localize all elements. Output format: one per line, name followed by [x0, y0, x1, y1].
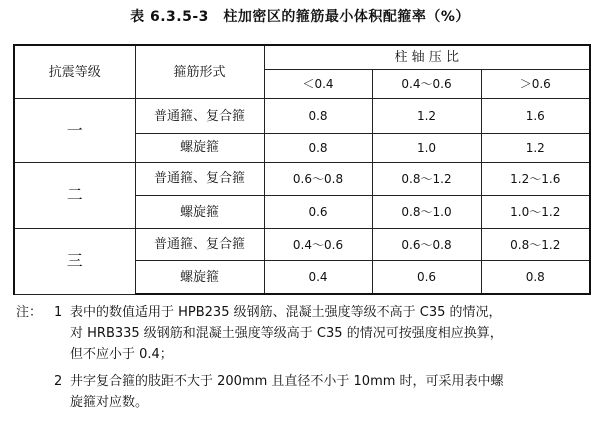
stirrup-form-cell: 螺旋箍 [135, 261, 264, 294]
table-title: 表 6.3.5-3 柱加密区的箍筋最小体积配箍率（%） [130, 9, 470, 25]
table-row [14, 162, 590, 195]
header-ratio-range: ＞0.6 [481, 70, 590, 99]
note-number: 2 [54, 374, 63, 389]
value-cell: 1.2～1.6 [481, 162, 590, 195]
note-item [16, 371, 592, 413]
stirrup-form-cell: 普通箍、复合箍 [135, 162, 264, 195]
value-cell: 0.6～0.8 [372, 229, 481, 261]
note-line: 对 HRB335 级钢筋和混凝土强度等级高于 C35 的情况可按强度相应换算， [70, 326, 503, 341]
value-cell: 0.8～1.0 [372, 195, 481, 228]
note-item [16, 302, 592, 365]
value-cell: 0.8 [264, 99, 372, 133]
header-axial-ratio: 柱 轴 压 比 [264, 45, 590, 70]
note-line: 但不应小于 0.4； [70, 347, 173, 362]
note-number: 1 [54, 305, 63, 320]
value-cell: 0.8 [481, 261, 590, 294]
note-line: 井字复合箍的肢距不大于 200mm 且直径不小于 10mm 时，可采用表中螺 [70, 374, 504, 389]
value-cell: 1.2 [372, 99, 481, 133]
value-cell: 1.6 [481, 99, 590, 133]
note-line: 表中的数值适用于 HPB235 级钢筋、混凝土强度等级不高于 C35 的情况， [70, 305, 502, 320]
note-line: 旋箍对应数。 [70, 395, 149, 410]
stirrup-ratio-table [13, 44, 591, 295]
header-grade: 抗震等级 [14, 45, 135, 99]
header-stirrup-form: 箍筋形式 [135, 45, 264, 99]
value-cell: 1.0 [372, 133, 481, 162]
value-cell: 1.2 [481, 133, 590, 162]
grade-cell: 一 [14, 99, 135, 162]
value-cell: 0.6～0.8 [264, 162, 372, 195]
notes-label: 注： [16, 305, 43, 320]
header-ratio-range: 0.4～0.6 [372, 70, 481, 99]
notes [16, 302, 592, 413]
table-row [14, 229, 590, 261]
value-cell: 1.0～1.2 [481, 195, 590, 228]
stirrup-form-cell: 普通箍、复合箍 [135, 99, 264, 133]
grade-cell: 三 [14, 229, 135, 294]
grade-cell: 二 [14, 162, 135, 228]
header-ratio-range: ＜0.4 [264, 70, 372, 99]
value-cell: 0.8 [264, 133, 372, 162]
value-cell: 0.8～1.2 [481, 229, 590, 261]
stirrup-form-cell: 普通箍、复合箍 [135, 229, 264, 261]
stirrup-form-cell: 螺旋箍 [135, 195, 264, 228]
table-row [14, 99, 590, 133]
value-cell: 0.4 [264, 261, 372, 294]
value-cell: 0.4～0.6 [264, 229, 372, 261]
value-cell: 0.6 [264, 195, 372, 228]
stirrup-form-cell: 螺旋箍 [135, 133, 264, 162]
value-cell: 0.8～1.2 [372, 162, 481, 195]
value-cell: 0.6 [372, 261, 481, 294]
